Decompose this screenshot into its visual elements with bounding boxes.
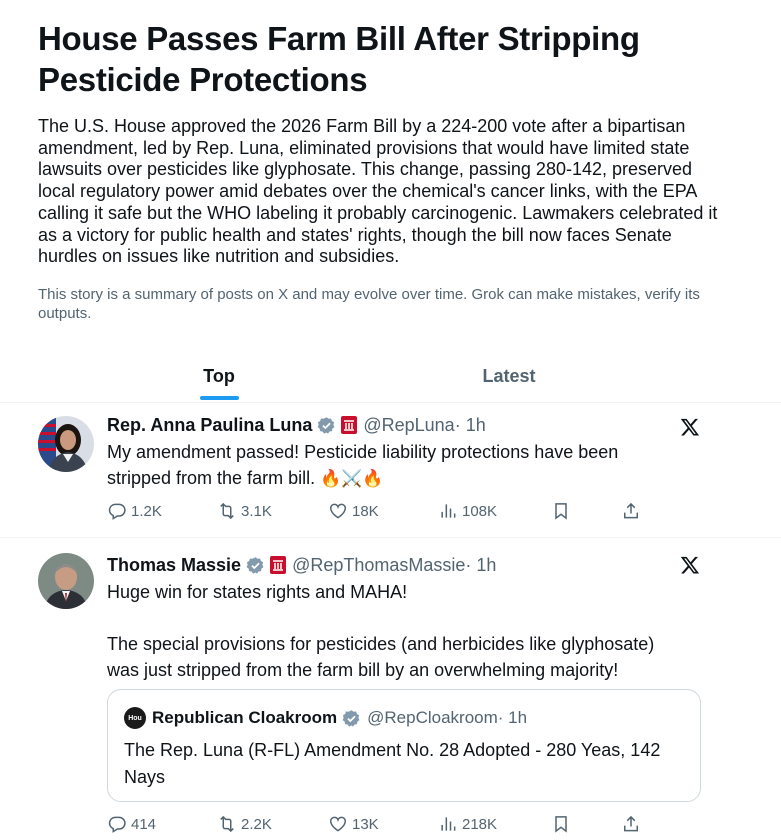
reply-count: 1.2K xyxy=(131,502,162,520)
tab-top[interactable]: Top xyxy=(203,366,235,386)
government-badge-icon xyxy=(341,416,357,434)
post-text-line xyxy=(107,605,707,631)
quoted-post[interactable] xyxy=(107,689,701,802)
post-body xyxy=(107,553,707,683)
quoted-author-handle[interactable]: @RepCloakroom xyxy=(367,708,498,727)
post-actions xyxy=(107,812,647,836)
story-summary-text: The U.S. House approved the 2026 Farm Bill by a 224-200 vote after a bipartisan amendment, led by Rep. Luna, eliminated provisions that would have limited state lawsuits over pesticides like glyphosate. This change, passing 280-142, preserved local regulatory power amid debates over the chemical's cancer links, with the EPA calling it safe but the WHO labeling it probably carcinogenic. Lawmakers celebrated it as a victory for public health and states' rights, though the bill now faces Senate hurdles on issues like nutrition and subsidies. xyxy=(38,116,718,267)
author-name[interactable]: Thomas Massie xyxy=(107,554,242,575)
post-text-line: My amendment passed! Pesticide liability protections have been xyxy=(107,442,619,462)
views-count: 218K xyxy=(462,815,498,833)
tab-latest[interactable]: Latest xyxy=(482,366,536,386)
quoted-avatar[interactable]: Hou xyxy=(124,707,146,729)
like-icon xyxy=(328,814,348,834)
post-body xyxy=(107,413,707,492)
quoted-post-header xyxy=(124,707,527,729)
share-icon xyxy=(621,501,641,521)
post-header xyxy=(107,553,707,577)
reply-count: 414 xyxy=(131,815,157,833)
like-button[interactable] xyxy=(328,812,379,836)
government-badge-icon xyxy=(270,556,286,574)
views-count: 108K xyxy=(462,502,498,520)
post-header xyxy=(107,413,707,437)
repost-button[interactable] xyxy=(217,499,272,523)
repost-icon xyxy=(217,501,237,521)
x-logo-icon xyxy=(680,417,700,437)
like-button[interactable] xyxy=(328,499,379,523)
bookmark-button[interactable] xyxy=(551,812,575,836)
views-icon xyxy=(438,814,458,834)
reply-icon xyxy=(107,814,127,834)
repost-count: 2.2K xyxy=(241,815,272,833)
post-text-line: The special provisions for pesticides (and herbicides like glyphosate) xyxy=(107,634,655,654)
reply-icon xyxy=(107,501,127,521)
story-headline: House Passes Farm Bill After Stripping Pesticide Protections xyxy=(38,20,640,98)
views-icon xyxy=(438,501,458,521)
verified-badge-icon xyxy=(342,709,361,728)
views-button[interactable] xyxy=(438,812,497,836)
feed-tabs xyxy=(0,353,781,403)
story-summary xyxy=(38,18,738,324)
post-text xyxy=(107,439,707,492)
repost-count: 3.1K xyxy=(241,502,272,520)
author-name[interactable]: Rep. Anna Paulina Luna xyxy=(107,414,313,435)
post-text-line: was just stripped from the farm bill by an overwhelming majority! xyxy=(107,660,619,680)
views-button[interactable] xyxy=(438,499,497,523)
author-handle[interactable]: @RepLuna xyxy=(363,414,455,435)
quoted-post-text: The Rep. Luna (R-FL) Amendment No. 28 Adopted - 280 Yeas, 142 Nays xyxy=(124,740,661,787)
post-text-line: Huge win for states rights and MAHA! xyxy=(107,582,408,602)
like-icon xyxy=(328,501,348,521)
x-logo-icon xyxy=(680,555,700,575)
post-time[interactable]: · 1h xyxy=(465,554,497,575)
story-disclaimer: This story is a summary of posts on X and may evolve over time. Grok can make mistakes, verify its outputs. xyxy=(38,285,700,323)
share-icon xyxy=(621,814,641,834)
reply-button[interactable] xyxy=(107,812,156,836)
post-text-line-content: stripped from the farm bill. xyxy=(107,468,316,488)
share-button[interactable] xyxy=(621,812,645,836)
post[interactable] xyxy=(0,539,781,840)
repost-button[interactable] xyxy=(217,812,272,836)
quoted-author-name[interactable]: Republican Cloakroom xyxy=(152,708,338,727)
active-tab-indicator xyxy=(200,396,239,400)
post-actions xyxy=(107,499,647,523)
author-handle[interactable]: @RepThomasMassie xyxy=(292,554,466,575)
like-count: 13K xyxy=(352,815,379,833)
fire-swords-emoji: 🔥⚔️🔥 xyxy=(320,469,384,488)
post-time[interactable]: · 1h xyxy=(454,414,486,435)
like-count: 18K xyxy=(352,502,379,520)
bookmark-icon xyxy=(551,501,571,521)
post-text-line xyxy=(107,465,707,492)
verified-badge-icon xyxy=(317,416,336,435)
avatar[interactable] xyxy=(38,553,94,609)
bookmark-button[interactable] xyxy=(551,499,575,523)
share-button[interactable] xyxy=(621,499,645,523)
post-text xyxy=(107,579,707,683)
repost-icon xyxy=(217,814,237,834)
quoted-post-time[interactable]: · 1h xyxy=(497,708,528,727)
reply-button[interactable] xyxy=(107,499,162,523)
post[interactable] xyxy=(0,404,781,538)
avatar[interactable] xyxy=(38,416,94,472)
verified-badge-icon xyxy=(246,556,265,575)
bookmark-icon xyxy=(551,814,571,834)
